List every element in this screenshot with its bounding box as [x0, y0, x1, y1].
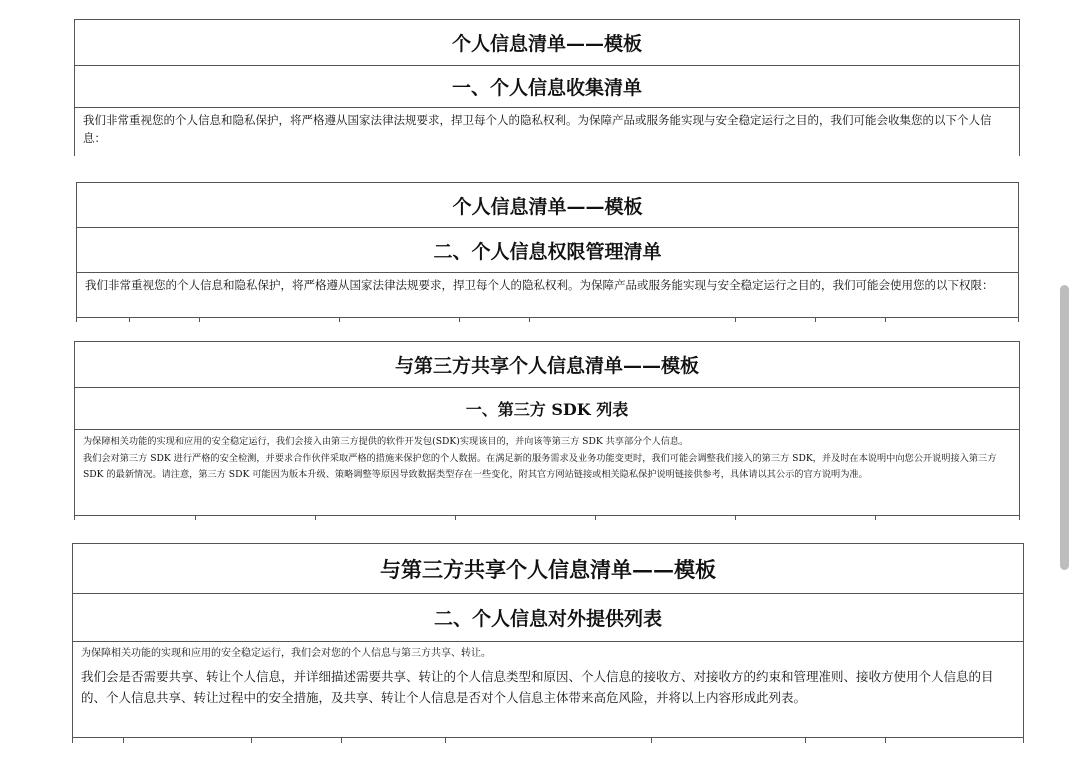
body-paragraph: 为保障相关功能的实现和应用的安全稳定运行，我们会对您的个人信息与第三方共享、转让。 — [81, 648, 491, 659]
body-paragraph: 我们非常重视您的个人信息和隐私保护，将严格遵从国家法律法规要求，捍卫每个人的隐私权利。为保障产品或服务能实现与安全稳定运行之目的，我们可能会使用您的以下权限： — [85, 278, 994, 292]
document-title: 与第三方共享个人信息清单——模板 — [73, 544, 1023, 594]
body-paragraph: 为保障相关功能的实现和应用的安全稳定运行，我们会接入由第三方提供的软件开发包(SDK)实现该目的，并向该等第三方 SDK 共享部分个人信息。 — [83, 436, 689, 447]
document-card-personal-info-collection — [74, 19, 1020, 156]
document-title: 个人信息清单——模板 — [77, 183, 1018, 228]
table-header-stub — [75, 515, 1019, 520]
body-paragraph: 我们非常重视您的个人信息和隐私保护，将严格遵从国家法律法规要求，捍卫每个人的隐私权利。为保障产品或服务能实现与安全稳定运行之目的，我们可能会收集您的以下个人信息： — [83, 113, 992, 145]
document-card-third-party-sdk — [74, 341, 1020, 520]
table-header-stub — [77, 317, 1018, 322]
section-body — [75, 430, 1019, 484]
body-paragraph: 我们会是否需要共享、转让个人信息，并详细描述需要共享、转让的个人信息类型和原因、个人信息的接收方、对接收方的约束和管理准则、接收方使用个人信息的目的、个人信息共享、转让过程中的安全措施，及共享、转让个人信息是否对个人信息主体带来高危风险，并将以上内容形成此列表。 — [81, 669, 994, 706]
section-heading: 二、个人信息权限管理清单 — [77, 228, 1018, 273]
section-body — [75, 108, 1019, 148]
section-heading: 一、第三方 SDK 列表 — [75, 388, 1019, 430]
document-card-external-provision — [72, 543, 1024, 743]
document-card-permission-management — [76, 182, 1019, 322]
table-header-stub — [73, 737, 1023, 743]
document-title: 与第三方共享个人信息清单——模板 — [75, 342, 1019, 388]
vertical-scrollbar[interactable] — [1060, 285, 1069, 570]
section-body — [73, 642, 1023, 709]
section-heading: 二、个人信息对外提供列表 — [73, 594, 1023, 642]
document-title: 个人信息清单——模板 — [75, 20, 1019, 66]
section-heading: 一、个人信息收集清单 — [75, 66, 1019, 108]
body-paragraph: 我们会对第三方 SDK 进行严格的安全检测，并要求合作伙伴采取严格的措施来保护您的个人数据。在满足新的服务需求及业务功能变更时，我们可能会调整我们接入的第三方 SDK，并及时在本说明中向您公开说明接入第三方 SDK 的最新情况。请注意，第三方 SDK 可能因为版本升级、策略调整等原因导致数据类型存在一些变化，附其官方网站链接或相关隐私保护说明链接供参考，具体请以其公示的官方说明为准。 — [83, 452, 997, 481]
section-body — [77, 273, 1018, 295]
